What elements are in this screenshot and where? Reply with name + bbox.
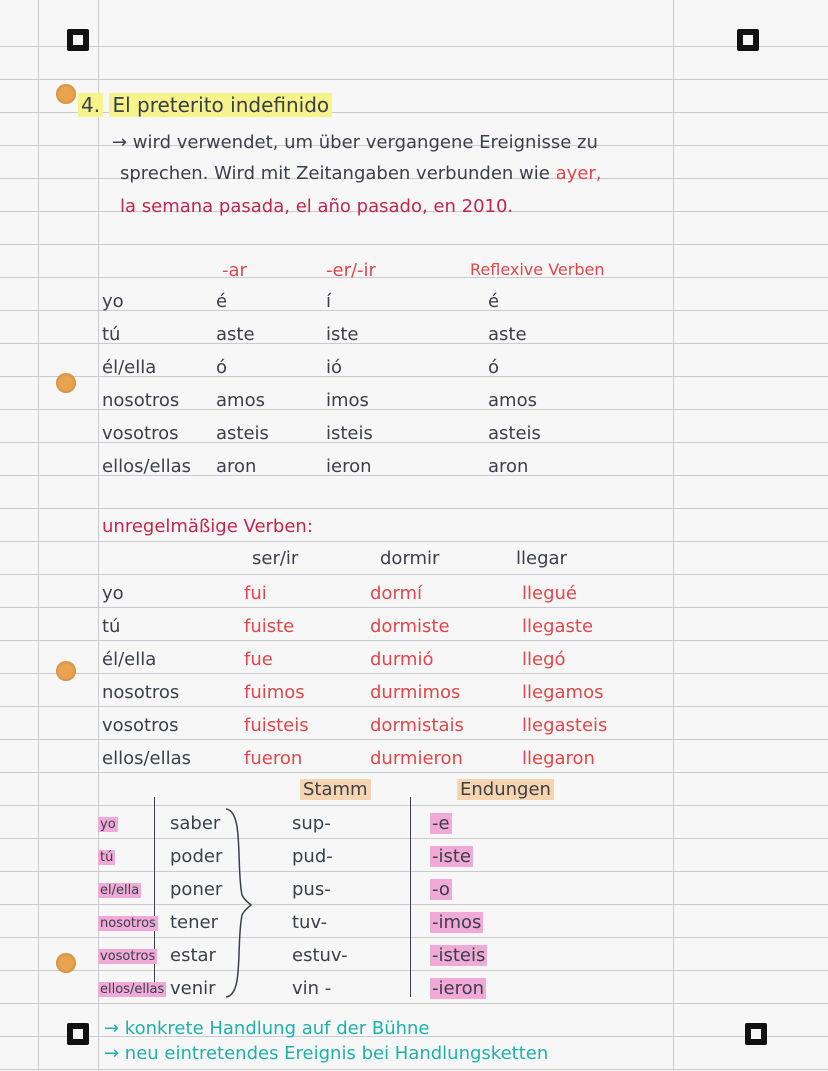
stem-pronoun <box>98 917 158 930</box>
stem-pronoun <box>98 950 157 963</box>
irregular-form-llegar: llegó <box>522 649 566 670</box>
regular-pronoun: yo <box>102 291 124 312</box>
corner-mark-icon <box>67 29 89 51</box>
regular-ending-erir: í <box>326 291 332 312</box>
irregular-form-serir: fui <box>244 583 267 604</box>
regular-ending-reflexive: asteis <box>488 423 541 444</box>
regular-ending-ar: amos <box>216 390 265 411</box>
irregular-pronoun: tú <box>102 616 121 637</box>
irregular-form-dormir: dormistais <box>370 715 464 736</box>
corner-mark-icon <box>737 29 759 51</box>
irregular-form-llegar: llegaron <box>522 748 595 769</box>
regular-ending-ar: é <box>216 291 228 312</box>
regular-ending-reflexive: amos <box>488 390 537 411</box>
stem-ending-text: -imos <box>432 912 482 933</box>
corner-mark-icon <box>67 1023 89 1045</box>
regular-ending-reflexive: aron <box>488 456 529 477</box>
stem-verb: poner <box>170 879 223 900</box>
stamm-label: Stamm <box>300 779 371 800</box>
stems-divider-right <box>410 797 411 997</box>
stem-verb: poder <box>170 846 223 867</box>
irregular-heading: unregelmäßige Verben: <box>102 516 313 537</box>
stem-value: sup- <box>292 813 331 834</box>
stem-value: vin - <box>292 978 332 999</box>
stem-verb: saber <box>170 813 221 834</box>
corner-mark-icon <box>745 1023 767 1045</box>
regular-header-reflexive: Reflexive Verben <box>470 260 605 279</box>
stem-verb: estar <box>170 945 216 966</box>
intro-line-2-text: sprechen. Wird mit Zeitangaben verbunden wie <box>120 163 550 184</box>
punch-hole <box>56 953 76 973</box>
irregular-form-llegar: llegasteis <box>522 715 608 736</box>
irregular-form-dormir: durmió <box>370 649 434 670</box>
regular-pronoun: tú <box>102 324 121 345</box>
irregular-form-dormir: dormí <box>370 583 423 604</box>
regular-ending-ar: aron <box>216 456 257 477</box>
stem-ending-text: -isteis <box>432 945 486 966</box>
irregular-pronoun: yo <box>102 583 124 604</box>
stem-value: tuv- <box>292 912 328 933</box>
stem-value: pus- <box>292 879 331 900</box>
irregular-form-serir: fuisteis <box>244 715 309 736</box>
stem-pronoun <box>98 818 118 831</box>
stems-header-endungen <box>457 781 554 799</box>
stem-pronoun <box>98 983 166 996</box>
stem-ending <box>430 815 452 833</box>
irregular-form-dormir: durmimos <box>370 682 461 703</box>
stem-ending-text: -e <box>432 813 450 834</box>
irregular-form-llegar: llegué <box>522 583 577 604</box>
irregular-form-serir: fueron <box>244 748 303 769</box>
stem-pronoun-text: nosotros <box>100 916 156 931</box>
irregular-pronoun: él/ella <box>102 649 157 670</box>
regular-pronoun: él/ella <box>102 357 157 378</box>
stem-ending <box>430 881 452 899</box>
page-edge-line <box>38 0 39 1071</box>
irregular-pronoun: nosotros <box>102 682 180 703</box>
stem-verb: tener <box>170 912 219 933</box>
intro-line-3: la semana pasada, el año pasado, en 2010. <box>120 196 514 217</box>
stem-ending <box>430 947 487 965</box>
margin-line <box>98 0 99 1071</box>
regular-pronoun: nosotros <box>102 390 180 411</box>
punch-hole <box>56 661 76 681</box>
regular-ending-erir: iste <box>326 324 359 345</box>
regular-pronoun: vosotros <box>102 423 179 444</box>
regular-ending-ar: ó <box>216 357 228 378</box>
endungen-label: Endungen <box>457 779 554 800</box>
title-number: 4. <box>78 93 103 117</box>
punch-hole <box>56 373 76 393</box>
irregular-form-llegar: llegaste <box>522 616 594 637</box>
regular-ending-erir: ió <box>326 357 343 378</box>
stem-ending <box>430 980 486 998</box>
note-line-1: → konkrete Handlung auf der Bühne <box>104 1018 430 1039</box>
irregular-header-llegar: llegar <box>516 548 567 569</box>
stem-pronoun-text: vosotros <box>100 949 156 964</box>
regular-ending-erir: isteis <box>326 423 373 444</box>
stem-pronoun-text: tú <box>100 850 114 865</box>
stem-value: estuv- <box>292 945 348 966</box>
stem-ending-text: -iste <box>432 846 472 867</box>
punch-hole <box>56 84 76 104</box>
stem-pronoun-text: ellos/ellas <box>100 982 165 997</box>
curly-brace-icon <box>222 805 252 1001</box>
regular-header-erir: -er/-ir <box>326 260 376 281</box>
stem-verb: venir <box>170 978 216 999</box>
intro-line-1: → wird verwendet, um über vergangene Ereignisse zu <box>112 132 598 153</box>
regular-header-ar: -ar <box>222 260 247 281</box>
irregular-header-serir: ser/ir <box>252 548 299 569</box>
regular-ending-erir: imos <box>326 390 369 411</box>
stem-ending-text: -ieron <box>432 978 484 999</box>
note-line-2: → neu eintretendes Ereignis bei Handlungsketten <box>104 1043 549 1064</box>
regular-ending-reflexive: é <box>488 291 500 312</box>
stem-ending <box>430 848 473 866</box>
irregular-form-serir: fuimos <box>244 682 305 703</box>
irregular-form-serir: fuiste <box>244 616 295 637</box>
regular-ending-reflexive: aste <box>488 324 527 345</box>
stems-divider-left <box>154 797 155 997</box>
stem-ending-text: -o <box>432 879 450 900</box>
page-title <box>78 95 332 115</box>
irregular-pronoun: ellos/ellas <box>102 748 192 769</box>
regular-ending-erir: ieron <box>326 456 372 477</box>
stem-value: pud- <box>292 846 333 867</box>
regular-ending-ar: asteis <box>216 423 269 444</box>
intro-example-ayer: ayer, <box>555 163 602 184</box>
irregular-form-dormir: dormiste <box>370 616 450 637</box>
stem-pronoun <box>98 884 141 897</box>
intro-line-2 <box>120 165 601 183</box>
irregular-form-serir: fue <box>244 649 273 670</box>
irregular-form-dormir: durmieron <box>370 748 463 769</box>
irregular-header-dormir: dormir <box>380 548 440 569</box>
regular-ending-ar: aste <box>216 324 255 345</box>
stems-header-stamm <box>300 781 371 799</box>
stem-ending <box>430 914 483 932</box>
regular-pronoun: ellos/ellas <box>102 456 192 477</box>
stem-pronoun-text: el/ella <box>100 883 140 898</box>
stem-pronoun <box>98 851 115 864</box>
stem-pronoun-text: yo <box>100 817 116 832</box>
irregular-form-llegar: llegamos <box>522 682 604 703</box>
right-margin-line <box>673 0 674 1071</box>
irregular-pronoun: vosotros <box>102 715 179 736</box>
title-text: El preterito indefinido <box>109 93 332 117</box>
regular-ending-reflexive: ó <box>488 357 500 378</box>
